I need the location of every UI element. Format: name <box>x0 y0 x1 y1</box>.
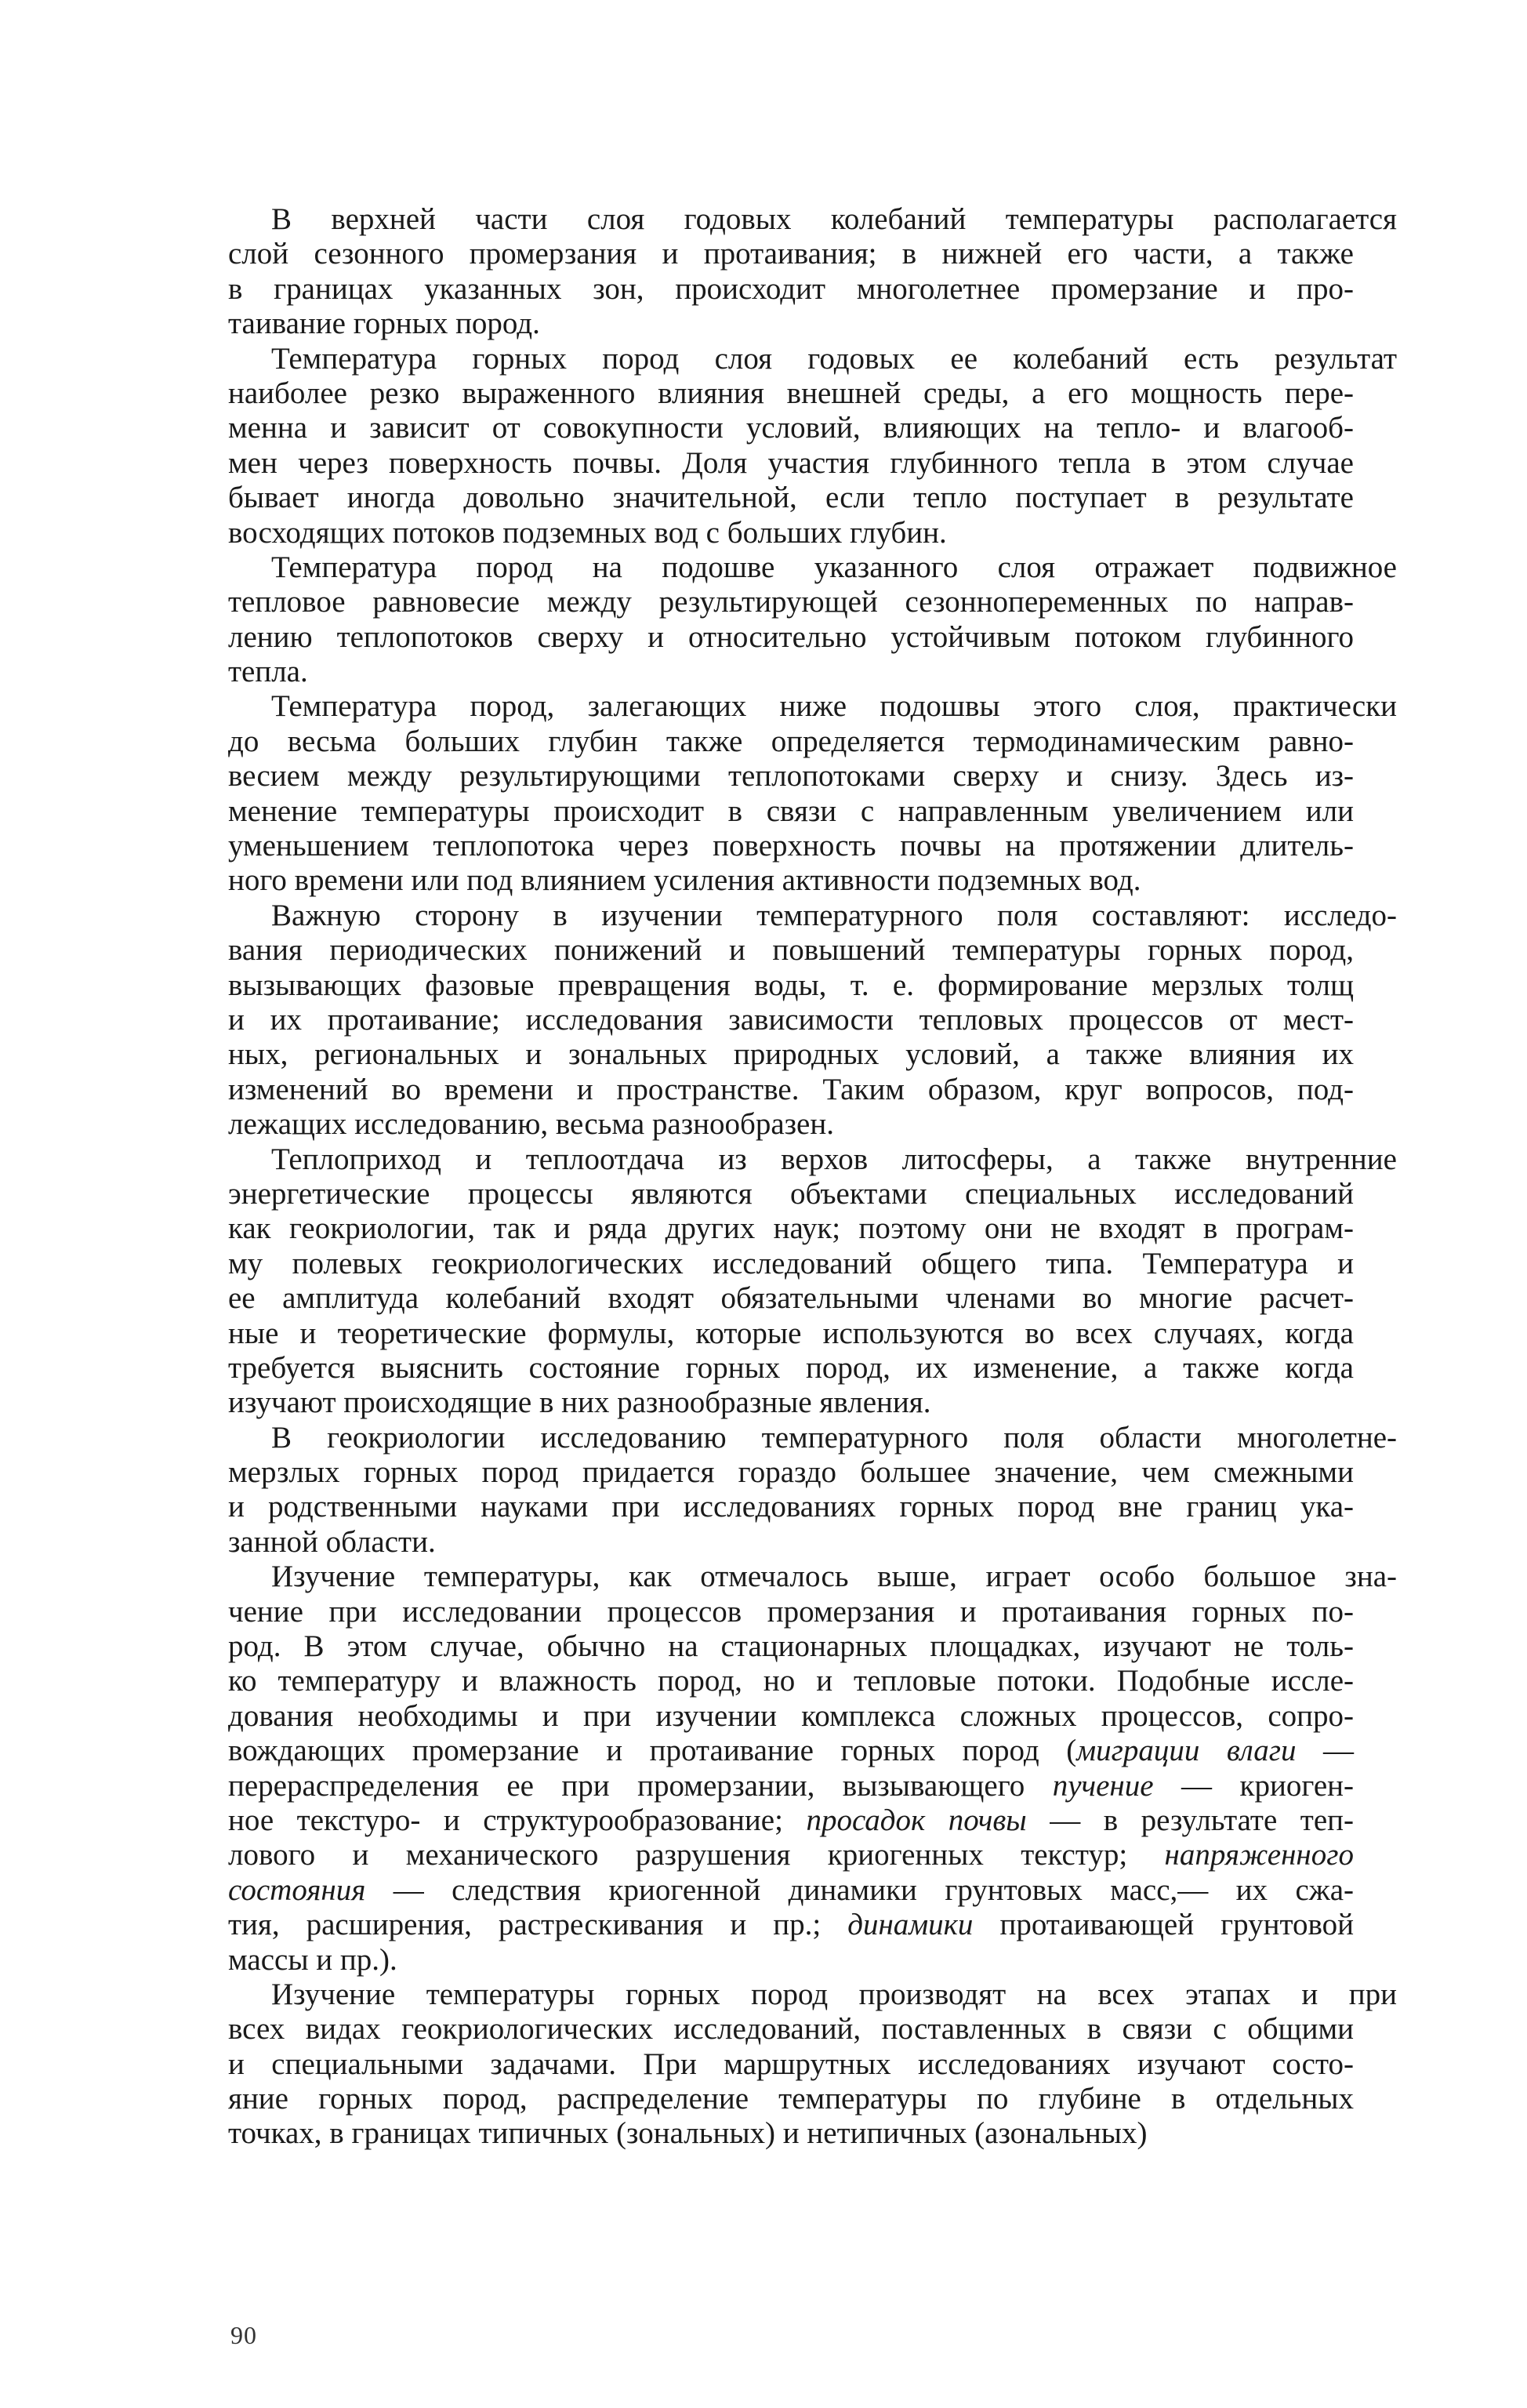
text-line <box>228 1560 1397 1594</box>
paragraph <box>228 202 1397 342</box>
text-line <box>228 237 1354 271</box>
text-segment: вызывающих фазовые превращения воды, т. е. формирование мерзлых толщ <box>228 968 1354 1002</box>
text-line <box>228 1247 1354 1281</box>
text-line <box>228 725 1354 759</box>
text-line <box>228 585 1354 619</box>
text-line <box>228 1838 1354 1872</box>
text-segment: Изучение температуры, как отмечалось выше, играет особо большое зна- <box>271 1560 1397 1594</box>
text-segment: — следствия криогенной динамики грунтовых масс,— их сжа- <box>365 1872 1354 1907</box>
text-line <box>228 272 1354 307</box>
text-segment: уменьшением теплопотока через поверхность почвы на протяжении длитель- <box>228 829 1354 863</box>
text-line <box>228 1351 1354 1386</box>
text-segment: в границах указанных зон, происходит многолетнее промерзание и про- <box>228 271 1354 306</box>
text-segment: точках, в границах типичных (зональных) и нетипичных (азональных) <box>228 2116 1148 2151</box>
paragraph <box>228 1420 1397 1560</box>
text-segment: тепловое равновесие между результирующей сезоннопеременных по направ- <box>228 585 1354 619</box>
text-segment: менна и зависит от совокупности условий, влияющих на тепло- и влагооб- <box>228 411 1354 445</box>
text-segment: ного времени или под влиянием усиления активности подземных вод. <box>228 863 1141 898</box>
text-line <box>228 759 1354 794</box>
text-line <box>228 1525 1354 1560</box>
italic-term: миграции влаги <box>1076 1734 1297 1768</box>
text-line <box>228 655 1354 689</box>
text-line <box>228 1177 1354 1211</box>
text-line <box>228 1699 1354 1734</box>
text-segment: слой сезонного промерзания и протаивания; в нижней его части, а также <box>228 237 1354 271</box>
text-segment: — <box>1296 1734 1355 1768</box>
text-segment: и специальными задачами. При маршрутных исследованиях изучают состо- <box>228 2047 1354 2081</box>
text-segment: В геокриологии исследованию температурного поля области многолетне- <box>271 1420 1397 1455</box>
text-segment: Изучение температуры горных пород производят на всех этапах и при <box>271 1977 1397 2011</box>
text-segment: лового и механического разрушения криогенных текстур; <box>228 1838 1165 1872</box>
text-line <box>228 307 1354 341</box>
text-line <box>228 2047 1354 2082</box>
text-line <box>228 2012 1354 2047</box>
text-line <box>228 202 1397 237</box>
text-line <box>228 1003 1354 1037</box>
text-segment: лежащих исследованию, весьма разнообразен. <box>228 1107 834 1142</box>
text-segment: лению теплопотоков сверху и относительно устойчивым потоком глубинного <box>228 619 1354 654</box>
text-segment: Температура горных пород слоя годовых ее колебаний есть результат <box>271 341 1397 376</box>
text-segment: мен через поверхность почвы. Доля участия глубинного тепла в этом случае <box>228 445 1354 480</box>
text-line <box>228 1037 1354 1072</box>
italic-term: динамики <box>847 1908 974 1942</box>
body-text <box>228 202 1397 2152</box>
text-line <box>228 1629 1354 1664</box>
italic-term: пучение <box>1052 1768 1154 1803</box>
text-line <box>228 1769 1354 1803</box>
text-segment: восходящих потоков подземных вод с больших глубин. <box>228 515 947 550</box>
text-line <box>228 794 1354 829</box>
text-segment: ко температуру и влажность пород, но и тепловые потоки. Подобные иссле- <box>228 1664 1354 1698</box>
text-segment: род. В этом случае, обычно на стационарных площадках, изучают не толь- <box>228 1629 1354 1664</box>
text-line <box>228 376 1354 411</box>
text-line <box>228 516 1354 550</box>
text-segment: ных, региональных и зональных природных условий, а также влияния их <box>228 1037 1354 1072</box>
text-line <box>228 481 1354 515</box>
text-line <box>228 689 1397 724</box>
text-segment: и их протаивание; исследования зависимости тепловых процессов от мест- <box>228 1002 1354 1037</box>
text-segment: чение при исследовании процессов промерзания и протаивания горных по- <box>228 1594 1354 1629</box>
text-segment: — в результате теп- <box>1026 1803 1354 1837</box>
italic-term: состояния <box>228 1872 366 1907</box>
text-line <box>228 1490 1354 1524</box>
text-line <box>228 1908 1354 1942</box>
text-line <box>228 1734 1354 1768</box>
text-segment: изменений во времени и пространстве. Таким образом, круг вопросов, под- <box>228 1072 1354 1106</box>
text-segment: изучают происходящие в них разнообразные явления. <box>228 1386 931 1420</box>
text-segment: менение температуры происходит в связи с направленным увеличением или <box>228 794 1354 828</box>
text-segment: Теплоприход и теплоотдача из верхов литосферы, а также внутренние <box>271 1142 1397 1176</box>
text-segment: как геокриологии, так и ряда других наук; поэтому они не входят в програм- <box>228 1211 1354 1246</box>
text-line <box>228 620 1354 655</box>
paragraph <box>228 1977 1397 2152</box>
text-line <box>228 411 1354 445</box>
text-line <box>228 933 1354 968</box>
text-segment: В верхней части слоя годовых колебаний температуры располагается <box>271 202 1397 236</box>
text-line <box>228 1211 1354 1246</box>
text-segment: Температура пород на подошве указанного слоя отражает подвижное <box>271 550 1397 584</box>
text-segment: энергетические процессы являются объектами специальных исследований <box>228 1176 1354 1211</box>
text-segment: Температура пород, залегающих ниже подошвы этого слоя, практически <box>271 689 1397 724</box>
text-line <box>228 446 1354 481</box>
paragraph <box>228 689 1397 898</box>
text-segment: дования необходимы и при изучении комплекса сложных процессов, сопро- <box>228 1698 1354 1733</box>
paragraph <box>228 1142 1397 1421</box>
paragraph <box>228 341 1397 550</box>
text-segment: вождающих промерзание и протаивание горных пород ( <box>228 1734 1077 1768</box>
text-segment: всех видах геокриологических исследований, поставленных в связи с общими <box>228 2012 1354 2047</box>
text-segment: тия, расширения, растрескивания и пр.; <box>228 1908 848 1942</box>
text-line <box>228 899 1397 933</box>
text-line <box>228 1386 1354 1420</box>
text-line <box>228 968 1354 1003</box>
text-line <box>228 829 1354 863</box>
text-line <box>228 1664 1354 1698</box>
text-segment: бывает иногда довольно значительной, если тепло поступает в результате <box>228 481 1354 515</box>
paragraph <box>228 898 1397 1142</box>
page-number: 90 <box>230 2321 257 2349</box>
text-segment: и родственными науками при исследованиях горных пород вне границ ука- <box>228 1490 1354 1524</box>
text-segment: до весьма больших глубин также определяется термодинамическим равно- <box>228 724 1354 758</box>
text-line <box>228 1073 1354 1107</box>
text-segment: му полевых геокриологических исследований общего типа. Температура и <box>228 1246 1354 1280</box>
text-segment: протаивающей грунтовой <box>973 1908 1354 1942</box>
text-line <box>228 550 1397 585</box>
text-segment: яние горных пород, распределение температуры по глубине в отдельных <box>228 2082 1354 2116</box>
text-line <box>228 1281 1354 1316</box>
text-line <box>228 1803 1354 1838</box>
italic-term: просадок почвы <box>806 1803 1027 1837</box>
italic-term: напряженного <box>1164 1838 1354 1872</box>
text-line <box>228 1943 1354 1978</box>
text-segment: ее амплитуда колебаний входят обязательными членами во многие расчет- <box>228 1281 1354 1316</box>
text-segment: тепла. <box>228 655 308 689</box>
text-segment: весием между результирующими теплопотоками сверху и снизу. Здесь из- <box>228 759 1354 794</box>
text-segment: вания периодических понижений и повышений температуры горных пород, <box>228 933 1354 968</box>
text-line <box>228 2116 1354 2151</box>
text-segment: мерзлых горных пород придается гораздо большее значение, чем смежными <box>228 1455 1354 1490</box>
text-line <box>228 1978 1397 2012</box>
text-segment: массы и пр.). <box>228 1942 397 1977</box>
text-line <box>228 1107 1354 1142</box>
text-line <box>228 2082 1354 2116</box>
text-segment: — криоген- <box>1153 1768 1354 1803</box>
text-segment: таивание горных пород. <box>228 307 540 341</box>
paragraph <box>228 1560 1397 1978</box>
text-segment: наиболее резко выраженного влияния внешней среды, а его мощность пере- <box>228 376 1354 410</box>
text-line <box>228 1421 1397 1455</box>
text-segment: занной области. <box>228 1524 436 1559</box>
text-segment: ные и теоретические формулы, которые используются во всех случаях, когда <box>228 1316 1354 1350</box>
text-line <box>228 1595 1354 1629</box>
text-segment: Важную сторону в изучении температурного поля составляют: исследо- <box>271 898 1397 932</box>
text-segment: перераспределения ее при промерзании, вызывающего <box>228 1768 1053 1803</box>
text-line <box>228 1142 1397 1177</box>
text-line <box>228 1873 1354 1908</box>
text-line <box>228 1317 1354 1351</box>
text-line <box>228 863 1354 898</box>
text-line <box>228 342 1397 376</box>
text-line <box>228 1455 1354 1490</box>
paragraph <box>228 550 1397 690</box>
text-segment: требуется выяснить состояние горных пород, их изменение, а также когда <box>228 1350 1354 1385</box>
text-segment: ное текстуро- и структурообразование; <box>228 1803 807 1837</box>
